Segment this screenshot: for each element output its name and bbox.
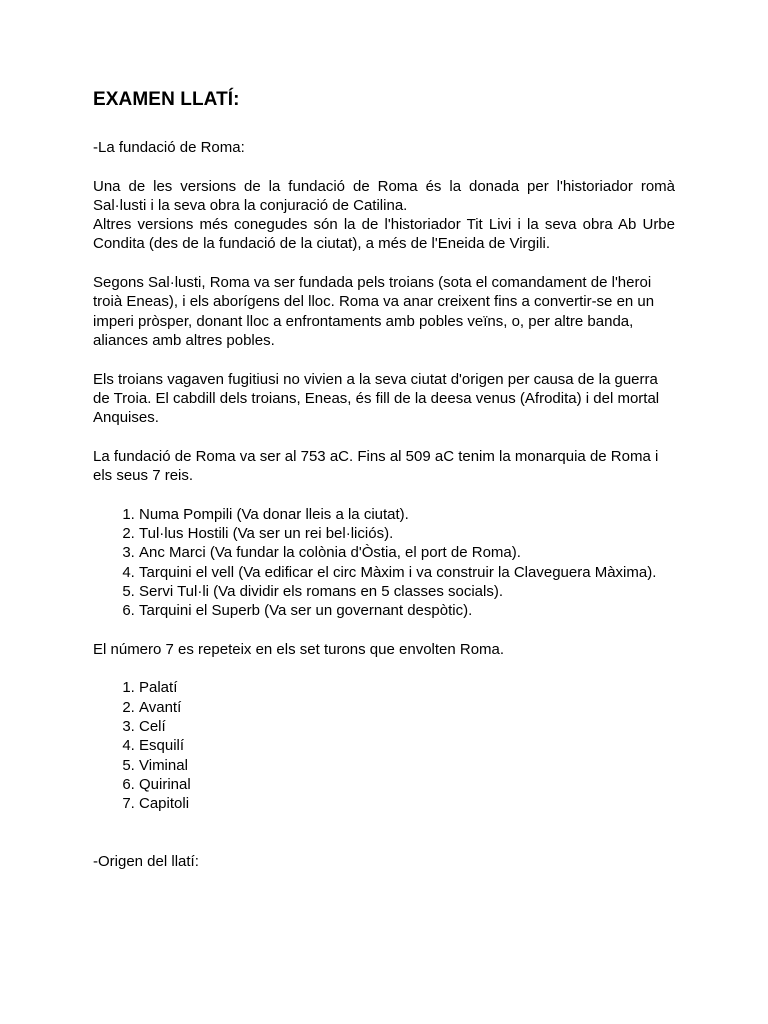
section-heading-latin-origin: -Origen del llatí:: [93, 852, 199, 870]
paragraph-sallust: Segons Sal·lusti, Roma va ser fundada pels troians (sota el comandament de l'heroi troià Eneas), i els aborígens del lloc. Roma va anar creixent fins a convertir-se en un imperi pròsper, donant lloc a enfrontaments amb pobles veïns, o, per altre banda, aliances amb altres pobles.: [93, 274, 655, 349]
spacer: [93, 620, 675, 639]
list-item: 2. Tul·lus Hostili (Va ser un rei bel·liciós).: [139, 524, 675, 543]
list-item: 2. Avantí: [139, 698, 675, 717]
paragraph-founding-date: La fundació de Roma va ser al 753 aC. Fins al 509 aC tenim la monarquia de Roma i els seus 7 reis.: [93, 447, 659, 485]
kings-list: [93, 505, 675, 621]
list-item: 7. Capitoli: [139, 794, 675, 813]
list-item: 5. Viminal: [139, 756, 675, 775]
spacer: [93, 427, 675, 446]
spacer: [93, 254, 675, 273]
list-item: 3. Anc Marci (Va fundar la colònia d'Òstia, el port de Roma).: [139, 543, 675, 562]
section-heading-foundation: -La fundació de Roma:: [93, 139, 245, 156]
list-item: 1. Palatí: [139, 678, 675, 697]
paragraph-seven-hills: El número 7 es repeteix en els set turons que envolten Roma.: [93, 640, 505, 658]
paragraph-versions-1: Una de les versions de la fundació de Roma és la donada per l'historiador romà Sal·lusti i la seva obra la conjuració de Catilina.: [93, 177, 675, 214]
hills-list: [93, 678, 675, 813]
document-title: EXAMEN LLATÍ:: [93, 89, 240, 110]
list-item: 3. Celí: [139, 717, 675, 736]
spacer: [93, 485, 675, 504]
spacer: [93, 350, 675, 369]
list-item: 4. Tarquini el vell (Va edificar el circ Màxim i va construir la Claveguera Màxima).: [139, 563, 675, 582]
list-item: 6. Quirinal: [139, 775, 675, 794]
paragraph-trojans: Els troians vagaven fugitiusi no vivien a la seva ciutat d'origen per causa de la guerra de Troia. El cabdill dels troians, Eneas, és fill de la deesa venus (Afrodita) i del mortal Anquises.: [93, 370, 660, 427]
list-item: 4. Esquilí: [139, 736, 675, 755]
list-item: 6. Tarquini el Superb (Va ser un governant despòtic).: [139, 601, 675, 620]
spacer: [93, 659, 675, 678]
list-item: 1. Numa Pompili (Va donar lleis a la ciutat).: [139, 505, 675, 524]
paragraph-versions-2: Altres versions més conegudes són la de l'historiador Tit Livi i la seva obra Ab Urbe Condita (des de la fundació de la ciutat), a més de l'Eneida de Virgili.: [93, 216, 675, 253]
spacer: [93, 157, 675, 176]
spacer: [93, 813, 675, 852]
list-item: 5. Servi Tul·li (Va dividir els romans en 5 classes socials).: [139, 582, 675, 601]
